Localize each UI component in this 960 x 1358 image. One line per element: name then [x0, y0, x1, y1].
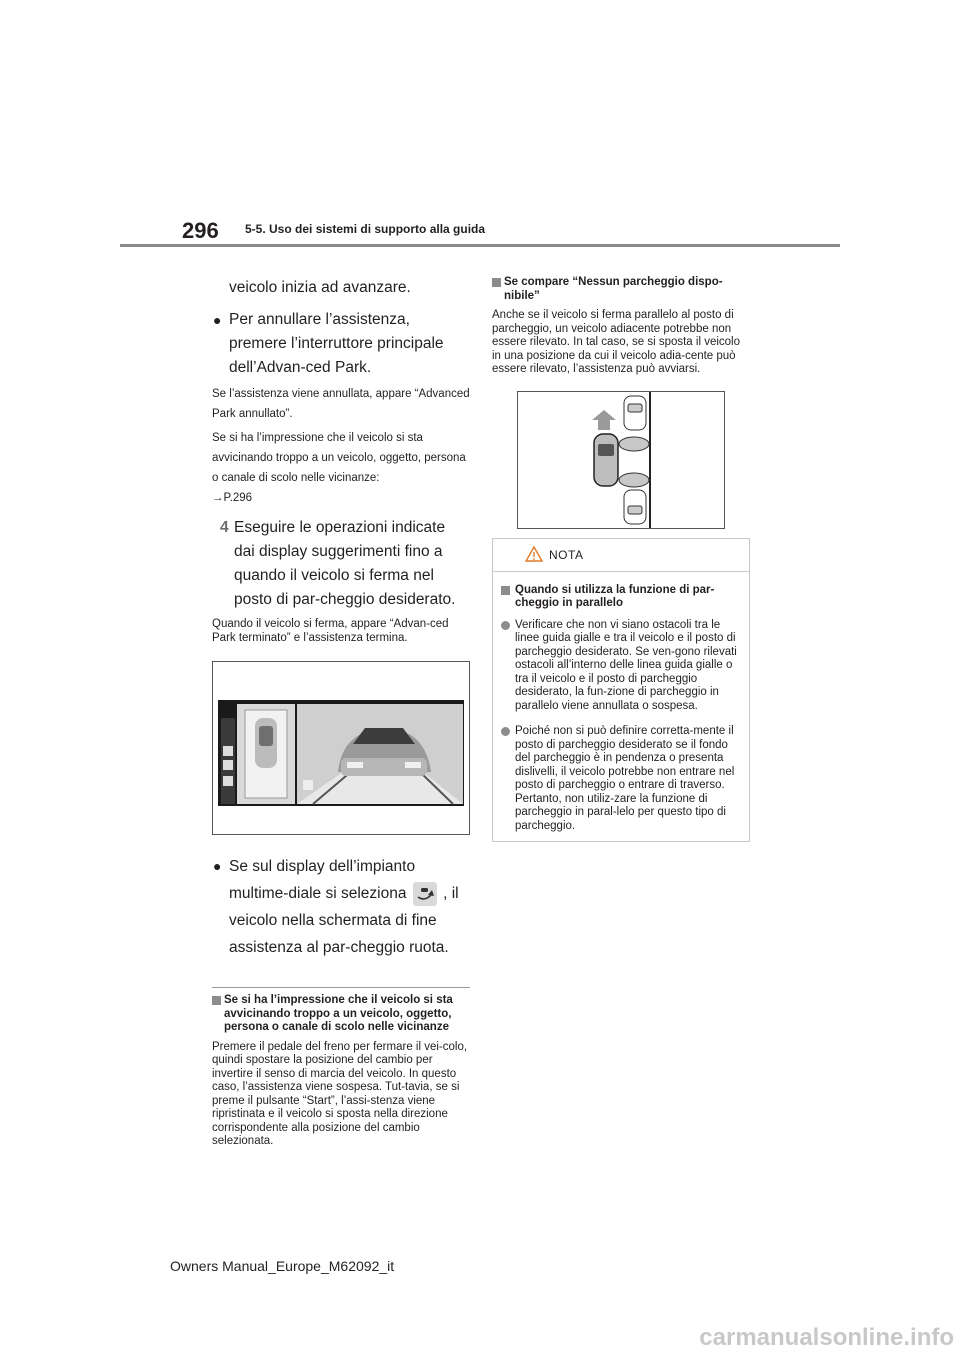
square-bullet-icon	[492, 278, 501, 287]
subhead-no-parking	[492, 276, 752, 303]
note-cancelled: Se l’assistenza viene annullata, appare “Advanced Park annullato”.	[212, 388, 470, 420]
subsection-divider	[212, 987, 470, 988]
bullet-cancel-assist	[212, 308, 470, 380]
bullet-dot-icon: ●	[213, 312, 222, 328]
nota-subhead-text: Quando si utilizza la funzione di par-cheggio in parallelo	[515, 583, 715, 609]
warning-triangle-icon	[525, 545, 543, 563]
parking-screen-svg	[213, 662, 469, 834]
bullet-text-b: , il veicolo nella schermata di fine assistenza al par-cheggio ruota.	[229, 885, 459, 956]
step-number: 4	[220, 519, 229, 536]
nota-bullet-slope	[501, 725, 741, 833]
note-too-close-text: Se si ha l’impressione che il veicolo si sta avvicinando troppo a un veicolo, oggetto, persona o canale di scolo nelle vicinanze:	[212, 432, 466, 484]
bullet-text: Per annullare l’assistenza, premere l’interruttore principale dell’Advan-ced Park.	[229, 311, 444, 376]
page-reference: →P.296	[212, 492, 253, 504]
step-text: Eseguire le operazioni indicate dai display suggerimenti fino a quando il veicolo si ferma nel posto di par-cheggio desiderato.	[234, 519, 456, 608]
nota-subhead	[501, 584, 741, 611]
square-bullet-icon	[501, 586, 510, 595]
nota-label: NOTA	[549, 547, 584, 562]
continued-text: veicolo inizia ad avanzare.	[229, 279, 411, 296]
nota-bullet-text: Verificare che non vi siano ostacoli tra le linee guida gialle e tra il veicolo e il posto di parcheggio desiderato. Se ven-gono rilevati ostacoli all’interno delle linea guida gialle o tra il veicolo e il posto di parcheggio desiderato, la fun-zione di parcheggio in parallelo viene annullata o sospesa.	[515, 618, 737, 712]
bullet-rotate-vehicle	[212, 853, 470, 961]
parallel-parking-svg	[518, 392, 724, 528]
rotate-arrow-icon	[413, 882, 437, 906]
section-title: 5-5. Uso dei sistemi di supporto alla guida	[245, 222, 486, 236]
display-illustration	[212, 661, 470, 835]
subhead-too-close	[212, 994, 470, 1035]
bullet-text-a: Se sul display dell’impianto multime-diale si seleziona	[229, 858, 416, 902]
bullet-dot-icon: ●	[213, 858, 222, 874]
nota-bullet-text: Poiché non si può definire corretta-mente il posto di parcheggio desiderato se il fondo del parcheggio è in pendenza o presenta dislivelli, il veicolo potrebbe non entrare nel posto di parcheggio o entrare di traverso. Pertanto, non utiliz-zare la funzione di parcheggio in paral-lelo per questo tipo di parcheggio.	[515, 725, 735, 832]
left-column	[212, 276, 470, 1149]
parallel-parking-illustration	[517, 391, 725, 529]
step-4	[212, 516, 470, 612]
nota-bullet-obstacles	[501, 619, 741, 714]
nota-box	[492, 538, 750, 843]
square-bullet-icon	[212, 996, 221, 1005]
header-divider	[120, 244, 840, 247]
nota-body	[493, 572, 749, 842]
footer-text: Owners Manual_Europe_M62092_it	[170, 1258, 395, 1274]
page-number: 296	[182, 218, 219, 243]
subtext-no-parking: Anche se il veicolo si ferma parallelo al posto di parcheggio, un veicolo adiacente potrebbe non essere rilevato. In tal caso, se si sposta il veicolo in una posizione da cui il veicolo adia-cente può essere rilevato, l’assistenza può avviarsi.	[492, 309, 741, 375]
nota-header	[493, 539, 749, 572]
subhead-text: Se compare “Nessun parcheggio dispo-nibile”	[504, 276, 723, 302]
circle-bullet-icon	[501, 621, 510, 630]
subtext-too-close: Premere il pedale del freno per fermare il vei-colo, quindi spostare la posizione del cambio per invertire il senso di marcia del veicolo. In questo caso, l’assistenza viene sospesa. Tut-tavia, se si preme il pulsante “Start”, l’assi-stenza viene ripristinata e il veicolo si sposta nella direzione corrispondente alla posizione del cambio selezionata.	[212, 1040, 468, 1147]
right-column	[492, 276, 752, 842]
watermark: carmanualsonline.info	[699, 1324, 954, 1351]
rotate-vehicle-icon[interactable]	[413, 882, 437, 906]
note-too-close	[212, 428, 470, 508]
step-note: Quando il veicolo si ferma, appare “Advan-ced Park terminato” e l’assistenza termina.	[212, 618, 449, 644]
subhead-text: Se si ha l’impressione che il veicolo si sta avvicinando troppo a un veicolo, oggetto, persona o canale di scolo nelle vicinanze	[224, 994, 453, 1033]
circle-bullet-icon	[501, 727, 510, 736]
